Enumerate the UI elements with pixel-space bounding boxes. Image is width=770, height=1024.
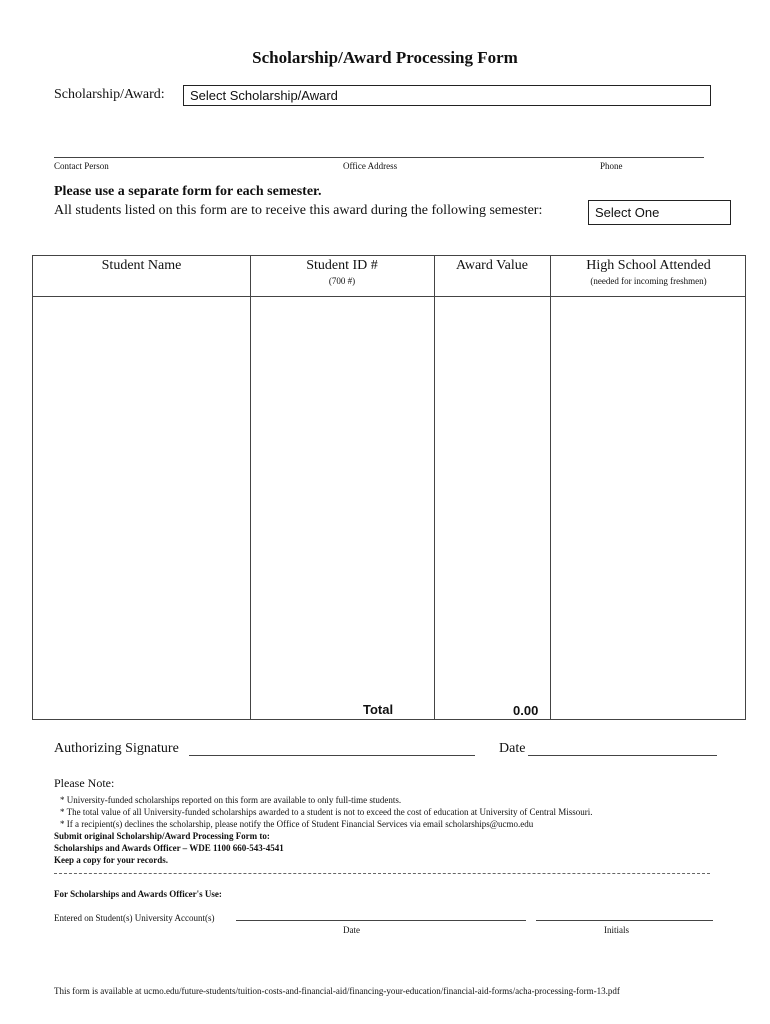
note-item: * If a recipient(s) declines the scholarship, please notify the Office of Student Financial Services via email scholarships@ucmo.edu [60, 819, 534, 829]
entered-date-line[interactable] [236, 920, 526, 921]
submit-line: Submit original Scholarship/Award Processing Form to: [54, 831, 270, 841]
initials-label: Initials [604, 925, 629, 935]
signature-line[interactable] [189, 755, 475, 756]
total-label: Total [363, 702, 394, 717]
semester-prompt: All students listed on this form are to receive this award during the following semester: [54, 203, 543, 218]
notes-list [60, 794, 750, 830]
student-name-entry-area[interactable] [34, 297, 249, 697]
column-label: Award Value [456, 258, 528, 273]
contact-person-label: Contact Person [54, 161, 109, 171]
form-availability-note: This form is available at ucmo.edu/future-students/tuition-costs-and-financial-aid/financing-your-education/financial-aid-forms/acha-processing-form-13.pdf [54, 986, 620, 996]
phone-label: Phone [600, 161, 623, 171]
note-item: * University-funded scholarships reported on this form are available to only full-time students. [60, 795, 402, 805]
office-use-divider [54, 873, 710, 874]
office-use-heading: For Scholarships and Awards Officer's Use: [54, 889, 222, 899]
column-label: Student ID # [306, 258, 378, 273]
separate-form-note: Please use a separate form for each semester. [54, 184, 322, 199]
column-header-award-value [434, 258, 550, 274]
column-header-student-id [250, 258, 434, 286]
column-label: Student Name [101, 258, 182, 273]
award-value-entry-area[interactable] [435, 297, 549, 697]
scholarship-select-value: Select Scholarship/Award [190, 88, 338, 103]
column-label: High School Attended [586, 258, 711, 273]
office-date-label: Date [343, 925, 360, 935]
semester-select-value: Select One [595, 205, 660, 220]
submit-instructions [54, 830, 744, 866]
student-id-entry-area[interactable] [251, 297, 433, 697]
authorizing-signature-label: Authorizing Signature [54, 741, 179, 756]
officer-line: Scholarships and Awards Officer – WDE 1100 660-543-4541 [54, 843, 284, 853]
note-item: * The total value of all University-funded scholarships awarded to a student is not to exceed the cost of education at University of Central Missouri. [60, 807, 593, 817]
initials-line[interactable] [536, 920, 713, 921]
signature-date-line[interactable] [528, 755, 717, 756]
column-sublabel: (needed for incoming freshmen) [590, 276, 707, 286]
column-header-high-school [550, 258, 747, 286]
semester-select[interactable] [588, 200, 731, 225]
page-title: Scholarship/Award Processing Form [252, 48, 518, 67]
high-school-entry-area[interactable] [551, 297, 746, 717]
contact-line [54, 157, 704, 158]
office-address-label: Office Address [343, 161, 398, 171]
notes-heading: Please Note: [54, 776, 115, 790]
scholarship-label: Scholarship/Award: [54, 87, 165, 102]
entered-label: Entered on Student(s) University Account(s) [54, 913, 215, 923]
keep-copy-line: Keep a copy for your records. [54, 855, 168, 865]
scholarship-select[interactable] [183, 85, 711, 106]
column-header-student-name [33, 258, 250, 274]
student-table [32, 255, 746, 720]
column-sublabel: (700 #) [328, 276, 356, 286]
signature-date-label: Date [499, 741, 526, 756]
total-value: 0.00 [513, 703, 539, 718]
